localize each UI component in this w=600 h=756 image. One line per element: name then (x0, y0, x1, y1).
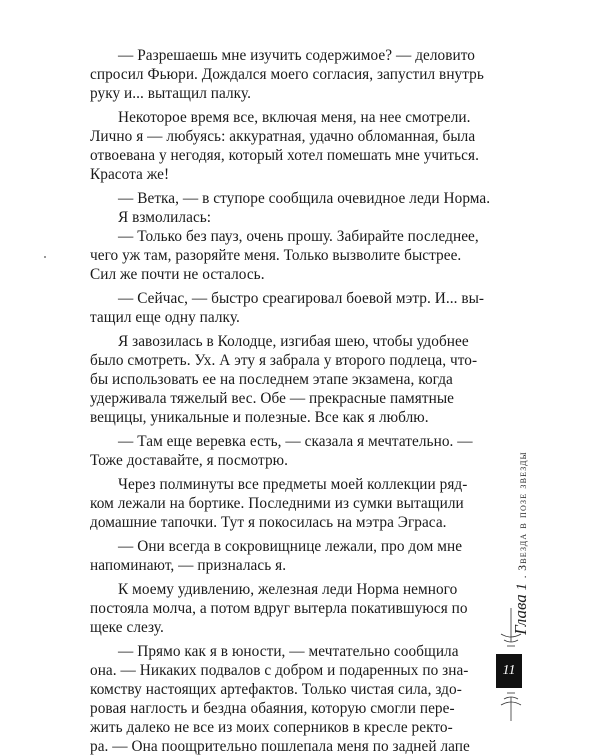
ornament-bottom-icon (497, 691, 525, 723)
text-line: Лично я — любуясь: аккуратная, удачно обломанная, была (90, 128, 476, 145)
text-line: ком лежали на бортике. Последними из сумки вытащили (90, 495, 464, 512)
chapter-word: Глава (511, 594, 530, 635)
text-line: отвоевана у негодяя, который хотел помешать мне учиться. (90, 147, 479, 164)
text-line: Через полминуты все предметы моей коллекции ряд- (118, 476, 468, 493)
chapter-title: Звезда в позе звезды (517, 451, 529, 571)
chapter-separator: . (517, 570, 529, 579)
print-speck (44, 256, 46, 258)
text-line: Я завозилась в Колодце, изгибая шею, чтобы удобнее (118, 333, 469, 350)
text-line: постояла молча, а потом вдруг вытерла покатившуюся по (90, 600, 468, 617)
text-line: чего уж там, разоряйте меня. Только вызволите быстрее. (90, 247, 462, 264)
text-line: ра. — Она поощрительно пошлепала меня по задней лапе (90, 738, 470, 755)
text-line: жить далеко не все из моих соперников в кресле ректо- (90, 719, 453, 736)
text-line: ровая наглость и бездна обаяния, которую смогли пере- (90, 700, 455, 717)
text-line: — Ветка, — в ступоре сообщила очевидное леди Норма. (118, 190, 491, 207)
chapter-number: 1 (514, 581, 530, 591)
text-line: — Сейчас, — быстро среагировал боевой мэтр. И... вы- (118, 290, 485, 307)
text-line: было смотреть. Ух. А эту я забрала у второго подлеца, что- (90, 352, 478, 369)
text-line: руку и... вытащил палку. (90, 85, 251, 102)
text-line: спросил Фьюри. Дождался моего согласия, запустил внутрь (90, 66, 484, 83)
text-line: — Там еще веревка есть, — сказала я мечтательно. — (118, 433, 473, 450)
text-line: бы использовать ее на последнем этапе экзамена, когда (90, 371, 453, 388)
text-line: тащил еще одну палку. (90, 309, 240, 326)
text-line: вещицы, уникальные и полезные. Все как я люблю. (90, 409, 429, 426)
text-line: напоминают, — призналась я. (90, 557, 287, 574)
text-line: Красота же! (90, 166, 170, 183)
text-line: К моему удивлению, железная леди Норма немного (118, 581, 458, 598)
page-number: 11 (496, 654, 522, 688)
text-line: Тоже доставайте, я посмотрю. (90, 452, 288, 469)
text-line: она. — Никаких подвалов с добром и подаренных по зна- (90, 662, 469, 679)
text-line: удерживала тяжелый вес. Обе — прекрасные памятные (90, 390, 454, 407)
text-line: — Прямо как я в юности, — мечтательно сообщила (118, 643, 459, 660)
text-line: Я взмолилась: (118, 209, 212, 226)
text-line: Сил же почти не осталось. (90, 266, 265, 283)
text-line: комству настоящих артефактов. Только чистая сила, здо- (90, 681, 462, 698)
text-line: домашние тапочки. Тут я покосилась на мэтра Эграса. (90, 514, 447, 531)
text-line: Некоторое время все, включая меня, на нее смотрели. (118, 109, 471, 126)
text-line: — Только без пауз, очень прошу. Забирайте последнее, (118, 228, 479, 245)
text-line: — Разрешаешь мне изучить содержимое? — деловито (118, 47, 475, 64)
text-line: щеке слезу. (90, 619, 164, 636)
ornament-top-icon (497, 606, 525, 648)
text-line: — Они всегда в сокровищнице лежали, про дом мне (118, 538, 463, 555)
